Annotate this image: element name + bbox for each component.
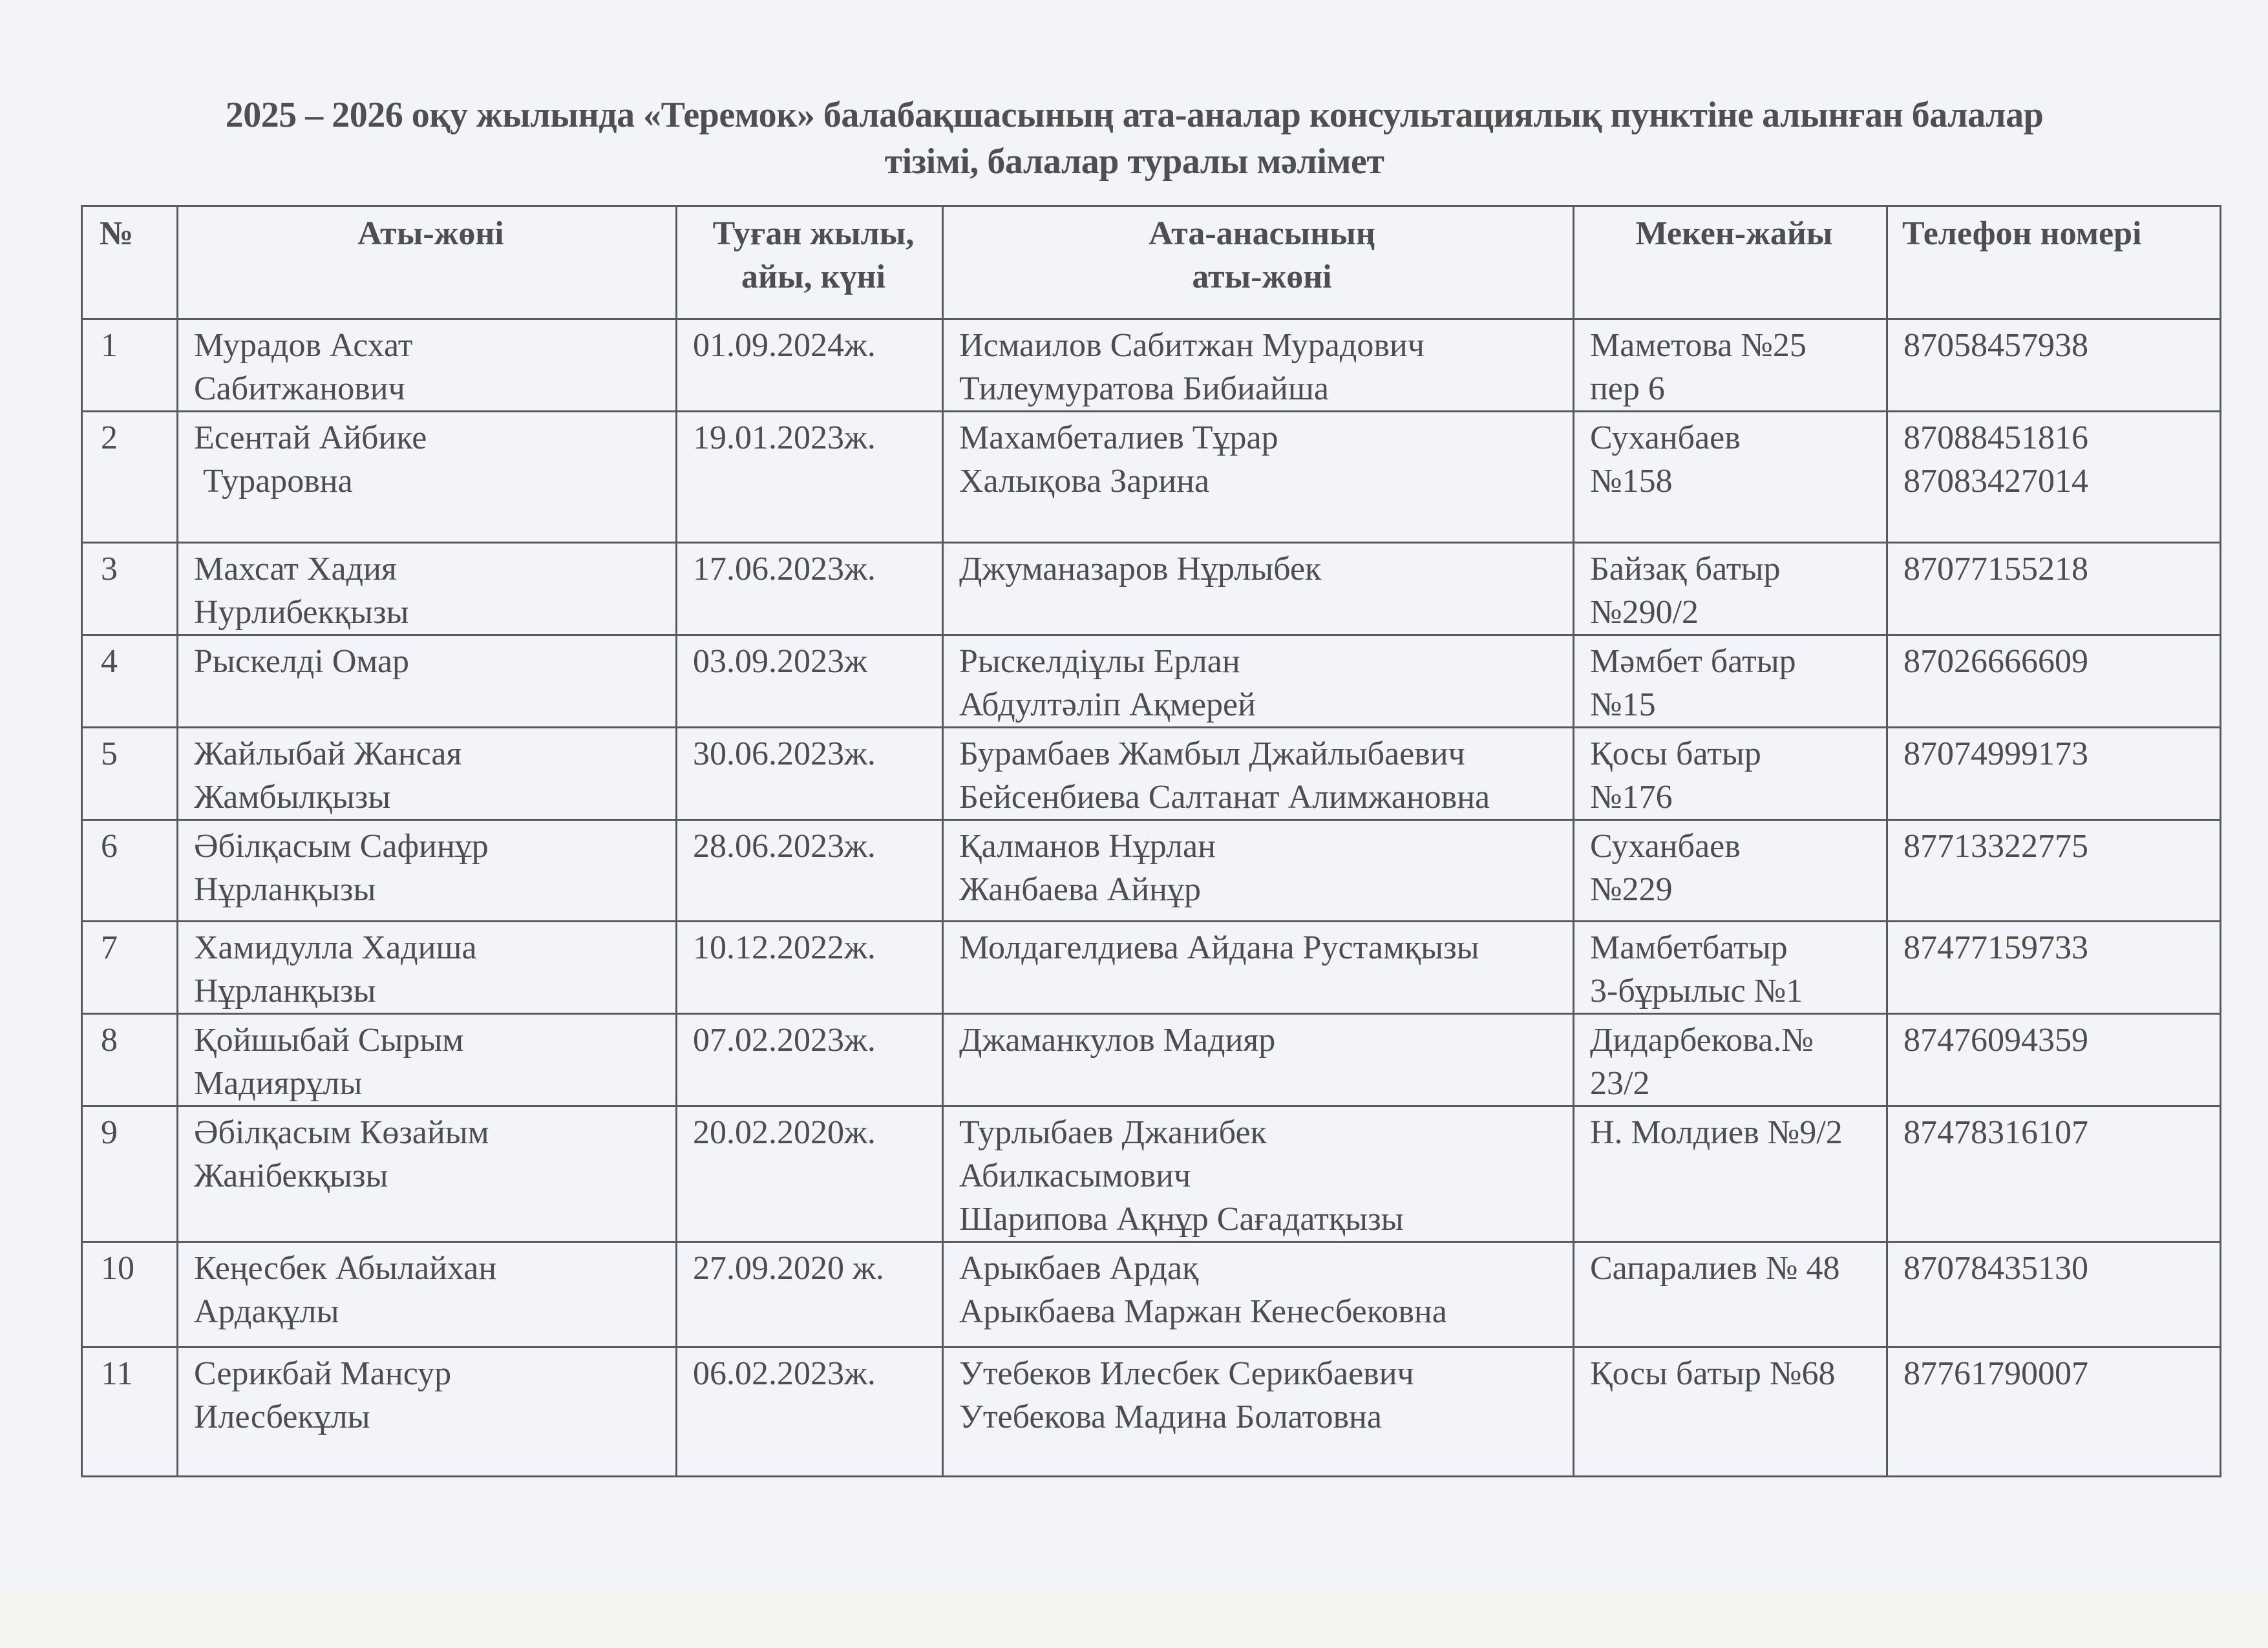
parents-names — [943, 1014, 1574, 1106]
header-row — [82, 206, 2221, 319]
row-number: 10 — [82, 1242, 178, 1347]
row-number: 6 — [82, 820, 178, 922]
phone-line: 87761790007 — [1903, 1355, 2088, 1392]
parent-name: Арыкбаев Ардақ — [959, 1250, 1199, 1287]
phone-number — [1887, 728, 2221, 820]
phone-line: 87476094359 — [1903, 1022, 2088, 1059]
phone-line: 87478316107 — [1903, 1114, 2088, 1151]
header-parents-line2: аты-жөні — [1192, 259, 1332, 295]
birth-date: 06.02.2023ж. — [677, 1347, 943, 1477]
address-line: Мамбетбатыр — [1590, 929, 1788, 966]
address — [1574, 319, 1887, 412]
header-full-name: Аты-жөні — [178, 206, 677, 319]
birth-date: 07.02.2023ж. — [677, 1014, 943, 1106]
parents-names — [943, 635, 1574, 728]
address — [1574, 728, 1887, 820]
birth-date: 20.02.2020ж. — [677, 1106, 943, 1242]
header-address: Мекен-жайы — [1574, 206, 1887, 319]
parent-name: Махамбеталиев Тұрар — [959, 419, 1278, 456]
header-parents-line1: Ата-анасының — [1149, 215, 1375, 252]
table-row — [82, 820, 2221, 922]
parent-name: Тилеумуратова Бибиайша — [959, 370, 1329, 407]
phone-line: 87713322775 — [1903, 828, 2088, 865]
address-line: Суханбаев — [1590, 419, 1741, 456]
parents-names — [943, 728, 1574, 820]
address-line: 23/2 — [1590, 1065, 1650, 1102]
phone-number — [1887, 543, 2221, 635]
child-name — [178, 922, 677, 1014]
address-line: Сапаралиев № 48 — [1590, 1250, 1840, 1287]
table-row — [82, 1242, 2221, 1347]
child-name-line: Сабитжанович — [194, 370, 405, 407]
header-parents — [943, 206, 1574, 319]
row-number: 8 — [82, 1014, 178, 1106]
parent-name: Халықова Зарина — [959, 463, 1210, 500]
table-row — [82, 1106, 2221, 1242]
parent-name: Джуманазаров Нұрлыбек — [959, 551, 1322, 587]
phone-number — [1887, 1242, 2221, 1347]
parent-name: Рыскелдіұлы Ерлан — [959, 643, 1240, 680]
table-row — [82, 319, 2221, 412]
child-name-line: Мурадов Асхат — [194, 327, 413, 364]
child-name-line: Ардақұлы — [194, 1293, 339, 1330]
address — [1574, 922, 1887, 1014]
child-name — [178, 543, 677, 635]
address — [1574, 635, 1887, 728]
child-name — [178, 728, 677, 820]
row-number: 1 — [82, 319, 178, 412]
address-line: Мәмбет батыр — [1590, 643, 1796, 680]
child-name-line: Хамидулла Хадиша — [194, 929, 477, 966]
child-name — [178, 1347, 677, 1477]
child-name-line: Әбілқасым Сафинұр — [194, 828, 489, 865]
parent-name: Утебеков Илесбек Серикбаевич — [959, 1355, 1414, 1392]
phone-number — [1887, 922, 2221, 1014]
children-roster-table — [81, 205, 2221, 1477]
header-birth-date-line1: Туған жылы, — [712, 215, 915, 252]
address-line: №15 — [1590, 686, 1656, 723]
child-name-line: Нұрланқызы — [194, 973, 376, 1009]
child-name-line: Нұрланқызы — [194, 871, 376, 908]
row-number: 7 — [82, 922, 178, 1014]
phone-line: 87083427014 — [1903, 463, 2088, 500]
phone-number — [1887, 820, 2221, 922]
address — [1574, 412, 1887, 543]
table-row — [82, 543, 2221, 635]
header-birth-date-line2: айы, күні — [741, 259, 885, 295]
child-name — [178, 1106, 677, 1242]
child-name-line: Нурлибекқызы — [194, 594, 409, 631]
parents-names — [943, 922, 1574, 1014]
row-number: 9 — [82, 1106, 178, 1242]
parent-name: Абдултәліп Ақмерей — [959, 686, 1256, 723]
parent-name: Бейсенбиева Салтанат Алимжановна — [959, 779, 1490, 816]
parent-name: Арыкбаева Маржан Кенесбековна — [959, 1293, 1447, 1330]
phone-line: 87077155218 — [1903, 551, 2088, 587]
phone-line: 87477159733 — [1903, 929, 2088, 966]
table-row — [82, 1014, 2221, 1106]
birth-date: 17.06.2023ж. — [677, 543, 943, 635]
address-line: Қосы батыр — [1590, 735, 1761, 772]
parents-names — [943, 1347, 1574, 1477]
document-title — [103, 92, 2165, 185]
parents-names — [943, 412, 1574, 543]
phone-number — [1887, 1106, 2221, 1242]
title-line-1: 2025 – 2026 оқу жылында «Теремок» балабақшасының ата-аналар консультациялық пунктіне алынған балалар — [225, 95, 2044, 135]
child-name-line: Тураровна — [203, 463, 353, 500]
phone-line: 87074999173 — [1903, 735, 2088, 772]
birth-date: 03.09.2023ж — [677, 635, 943, 728]
child-name — [178, 319, 677, 412]
child-name-line: Серикбай Мансур — [194, 1355, 452, 1392]
address — [1574, 1014, 1887, 1106]
child-name-line: Илесбекұлы — [194, 1399, 370, 1435]
phone-line: 87088451816 — [1903, 419, 2088, 456]
address-line: Байзақ батыр — [1590, 551, 1781, 587]
child-name-line: Әбілқасым Көзайым — [194, 1114, 489, 1151]
row-number: 3 — [82, 543, 178, 635]
parent-name: Бурамбаев Жамбыл Джайлыбаевич — [959, 735, 1465, 772]
address-line: №290/2 — [1590, 594, 1699, 631]
parents-names — [943, 319, 1574, 412]
header-birth-date — [677, 206, 943, 319]
phone-number — [1887, 1014, 2221, 1106]
parents-names — [943, 820, 1574, 922]
parents-names — [943, 1106, 1574, 1242]
child-name-line: Махсат Хадия — [194, 551, 397, 587]
address-line: пер 6 — [1590, 370, 1665, 407]
parents-names — [943, 543, 1574, 635]
parent-name: Абилкасымович — [959, 1157, 1191, 1194]
header-number: № — [82, 206, 178, 319]
parent-name: Исмаилов Сабитжан Мурадович — [959, 327, 1425, 364]
address-line: Н. Молдиев №9/2 — [1590, 1114, 1843, 1151]
phone-number — [1887, 412, 2221, 543]
address-line: №158 — [1590, 463, 1673, 500]
child-name-line: Жамбылқызы — [194, 779, 391, 816]
row-number: 11 — [82, 1347, 178, 1477]
child-name — [178, 412, 677, 543]
child-name — [178, 1014, 677, 1106]
address — [1574, 1347, 1887, 1477]
row-number: 2 — [82, 412, 178, 543]
address-line: Дидарбекова.№ — [1590, 1022, 1814, 1059]
child-name-line: Қойшыбай Сырым — [194, 1022, 464, 1059]
table-row — [82, 1347, 2221, 1477]
child-name-line: Мадиярұлы — [194, 1065, 363, 1102]
address — [1574, 820, 1887, 922]
birth-date: 30.06.2023ж. — [677, 728, 943, 820]
child-name-line: Рыскелді Омар — [194, 643, 410, 680]
parent-name: Шарипова Ақнұр Сағадатқызы — [959, 1201, 1404, 1238]
phone-number — [1887, 635, 2221, 728]
address — [1574, 1106, 1887, 1242]
parent-name: Утебекова Мадина Болатовна — [959, 1399, 1382, 1435]
phone-line: 87078435130 — [1903, 1250, 2088, 1287]
table-row — [82, 412, 2221, 543]
row-number: 4 — [82, 635, 178, 728]
title-line-2: тізімі, балалар туралы мәлімет — [884, 142, 1384, 182]
birth-date: 10.12.2022ж. — [677, 922, 943, 1014]
birth-date: 01.09.2024ж. — [677, 319, 943, 412]
address-line: Суханбаев — [1590, 828, 1741, 865]
birth-date: 28.06.2023ж. — [677, 820, 943, 922]
parent-name: Жанбаева Айнұр — [959, 871, 1201, 908]
address-line: 3-бұрылыс №1 — [1590, 973, 1803, 1009]
row-number: 5 — [82, 728, 178, 820]
table-row — [82, 922, 2221, 1014]
header-phone: Телефон номері — [1887, 206, 2221, 319]
birth-date: 19.01.2023ж. — [677, 412, 943, 543]
phone-number — [1887, 319, 2221, 412]
address-line: №176 — [1590, 779, 1673, 816]
child-name-line: Есентай Айбике — [194, 419, 427, 456]
phone-number — [1887, 1347, 2221, 1477]
child-name — [178, 635, 677, 728]
phone-line: 87058457938 — [1903, 327, 2088, 364]
parent-name: Молдагелдиева Айдана Рустамқызы — [959, 929, 1479, 966]
address-line: Қосы батыр №68 — [1590, 1355, 1836, 1392]
parents-names — [943, 1242, 1574, 1347]
child-name — [178, 1242, 677, 1347]
address — [1574, 543, 1887, 635]
table-row — [82, 728, 2221, 820]
birth-date: 27.09.2020 ж. — [677, 1242, 943, 1347]
child-name-line: Жанібекқызы — [194, 1157, 388, 1194]
address-line: №229 — [1590, 871, 1673, 908]
phone-line: 87026666609 — [1903, 643, 2088, 680]
address-line: Маметова №25 — [1590, 327, 1807, 364]
parent-name: Джаманкулов Мадияр — [959, 1022, 1276, 1059]
child-name-line: Кеңесбек Абылайхан — [194, 1250, 497, 1287]
address — [1574, 1242, 1887, 1347]
child-name — [178, 820, 677, 922]
parent-name: Қалманов Нұрлан — [959, 828, 1216, 865]
parent-name: Турлыбаев Джанибек — [959, 1114, 1267, 1151]
child-name-line: Жайлыбай Жансая — [194, 735, 462, 772]
table-row — [82, 635, 2221, 728]
